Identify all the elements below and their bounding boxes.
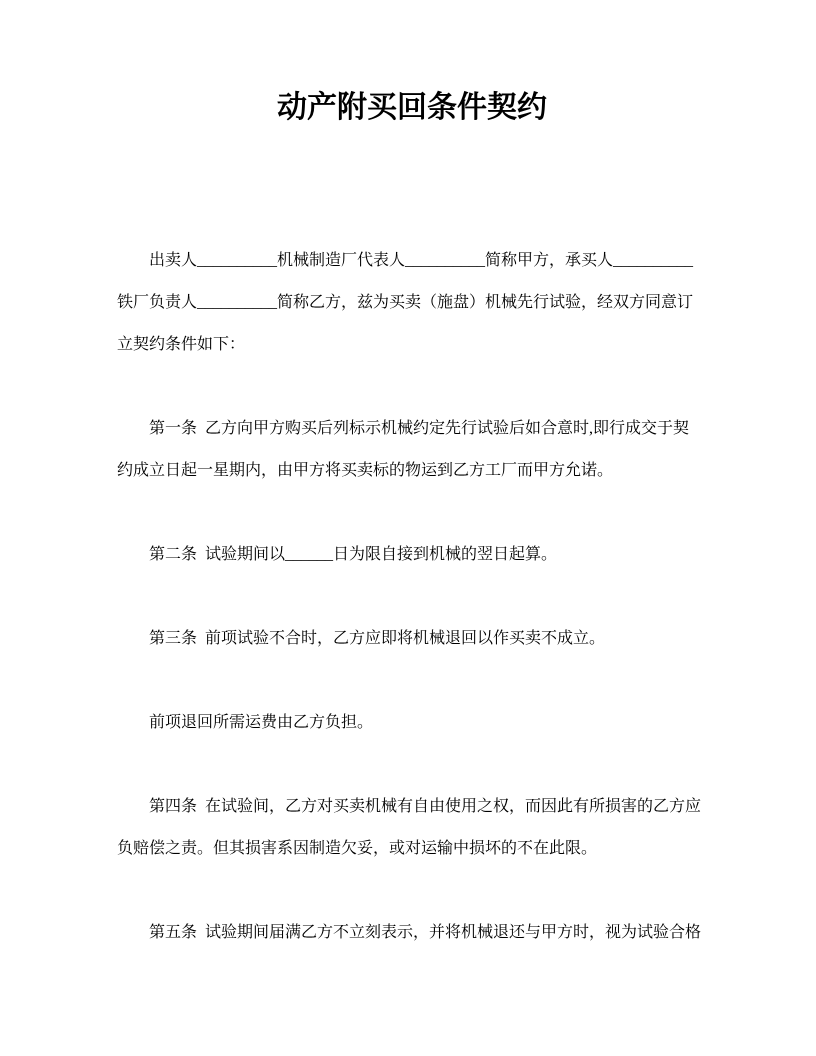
text-line: 第五条 试验期间届满乙方不立刻表示，并将机械退还与甲方时，视为试验合格 (149, 924, 702, 941)
document-body (117, 240, 707, 954)
text-line: 前项退回所需运费由乙方负担。 (149, 714, 374, 731)
paragraph (117, 408, 707, 492)
text-line: 约成立日起一星期内，由甲方将买卖标的物运到乙方工厂而甲方允诺。 (117, 462, 614, 479)
document-title: 动产附买回条件契约 (277, 91, 547, 124)
text-line: 第三条 前项试验不合时，乙方应即将机械退回以作买卖不成立。 (149, 630, 606, 647)
text-line: 铁厂负责人__________简称乙方，兹为买卖（施盘）机械先行试验，经双方同意订 (117, 294, 694, 311)
text-line: 第一条 乙方向甲方购买后列标示机械约定先行试验后如合意时,即行成交于契 (149, 420, 690, 437)
text-line: 第四条 在试验间，乙方对买卖机械有自由使用之权，而因此有所损害的乙方应 (149, 798, 702, 815)
text-line: 负赔偿之责。但其损害系因制造欠妥，或对运输中损坏的不在此限。 (117, 840, 598, 857)
paragraph (117, 702, 707, 744)
paragraph (117, 912, 707, 954)
paragraph (117, 240, 707, 366)
text-line: 出卖人__________机械制造厂代表人__________简称甲方，承买人__________ (149, 252, 694, 269)
text-line: 第二条 试验期间以______日为限自接到机械的翌日起算。 (149, 546, 558, 563)
paragraph (117, 618, 707, 660)
paragraph (117, 534, 707, 576)
paragraph (117, 786, 707, 870)
text-line: 立契约条件如下： (117, 336, 246, 353)
